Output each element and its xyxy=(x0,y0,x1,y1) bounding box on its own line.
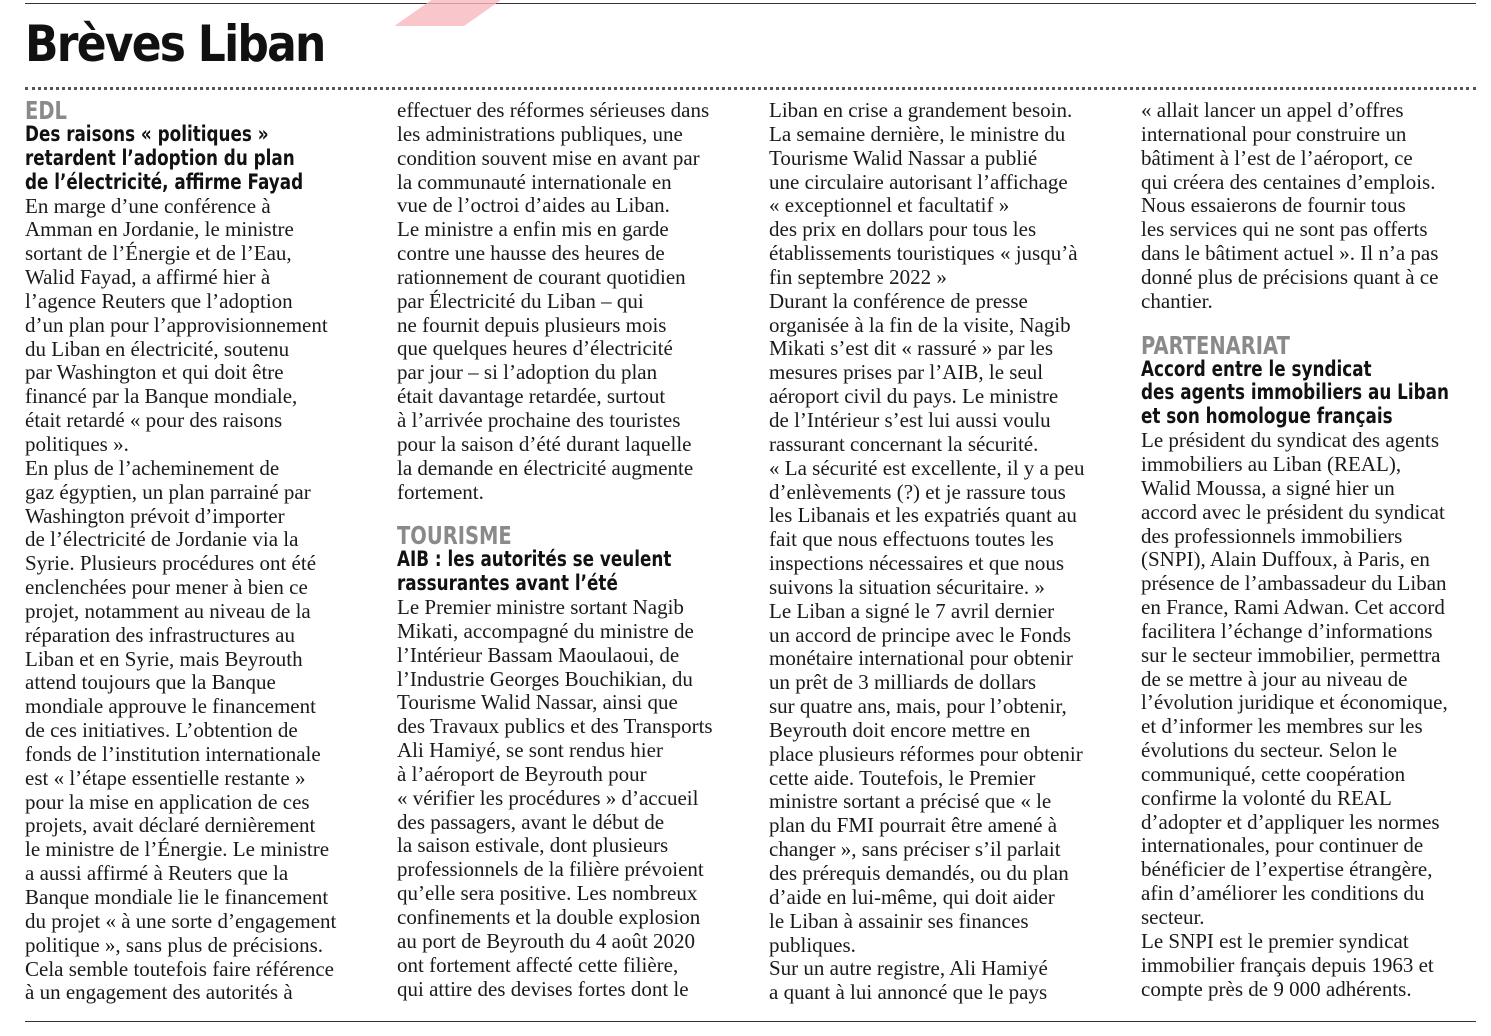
body-line: une circulaire autorisant l’affichage xyxy=(769,169,1068,194)
body-line: gaz égyptien, un plan parrainé par xyxy=(25,479,311,504)
body-line: pour la saison d’été durant laquelle xyxy=(397,431,692,456)
body-line: sur quatre ans, mais, pour l’obtenir, xyxy=(769,694,1067,719)
body-line: du Liban en électricité, soutenu xyxy=(25,336,290,361)
body-line: Walid Moussa, a signé hier un xyxy=(1141,475,1395,500)
body-line: Le Premier ministre sortant Nagib xyxy=(397,595,684,620)
body-line: évolutions du secteur. Selon le xyxy=(1141,738,1398,763)
body-line: confirme la volonté du REAL xyxy=(1141,785,1392,810)
body-line: attend toujours que la Banque xyxy=(25,670,276,695)
body-line: inspections nécessaires et que nous xyxy=(769,551,1065,576)
body-line: établissements touristiques « jusqu’à xyxy=(769,241,1078,266)
headline-line: des agents immobiliers au Liban xyxy=(1141,380,1449,405)
body-line: pour la mise en application de ces xyxy=(25,789,310,814)
body-line: En marge d’une conférence à xyxy=(25,193,271,218)
article-body xyxy=(769,99,1119,1005)
body-line: d’aide en lui-même, qui doit aider xyxy=(769,884,1055,909)
body-line: ministre sortant a précisé que « le xyxy=(769,789,1052,814)
body-line: aéroport civil du pays. Le ministre xyxy=(769,384,1059,409)
body-line: par Washington et qui doit être xyxy=(25,360,284,385)
body-line: communiqué, cette coopération xyxy=(1141,761,1406,786)
article-body xyxy=(1141,99,1486,314)
body-line: que quelques heures d’électricité xyxy=(397,336,673,361)
body-line: mondiale approuve le financement xyxy=(25,694,316,719)
body-line: par jour – si l’adoption du plan xyxy=(397,360,658,385)
body-line: place plusieurs réformes pour obtenir xyxy=(769,741,1083,766)
body-line: professionnels de la filière prévoient xyxy=(397,857,704,882)
body-line: fortement. xyxy=(397,479,484,504)
body-line: l’Intérieur Bassam Maoulaoui, de xyxy=(397,642,680,667)
body-line: les services qui ne sont pas offerts xyxy=(1141,217,1428,242)
body-line: (SNPI), Alain Duffoux, à Paris, en xyxy=(1141,547,1430,572)
body-line: Amman en Jordanie, le ministre xyxy=(25,217,294,242)
headline-tourisme xyxy=(397,548,677,596)
body-line: accord avec le président du syndicat xyxy=(1141,499,1445,524)
body-line: vue de l’octroi d’aides au Liban. xyxy=(397,193,670,218)
headline-edl xyxy=(25,123,305,195)
body-line: compte près de 9 000 adhérents. xyxy=(1141,976,1412,1001)
body-line: sur le secteur immobilier, permettra xyxy=(1141,642,1441,667)
article-body xyxy=(397,596,747,1001)
body-line: plan du FMI pourrait être amené à xyxy=(769,813,1058,838)
body-line: a quant à lui annoncé que le pays xyxy=(769,980,1048,1005)
body-line: rationnement de courant quotidien xyxy=(397,264,686,289)
headline-partenariat xyxy=(1141,356,1449,430)
body-line: Banque mondiale lie le financement xyxy=(25,885,329,909)
body-line: par Électricité du Liban – qui xyxy=(397,288,644,313)
rubric-edl: EDL xyxy=(25,99,67,125)
body-line: mesures prises par l’AIB, le seul xyxy=(769,360,1044,385)
body-line: effectuer des réformes sérieuses dans xyxy=(397,99,710,122)
body-line: l’évolution juridique et économique, xyxy=(1141,690,1448,715)
top-rule xyxy=(25,3,1476,4)
body-line: enclenchées pour mener à bien ce xyxy=(25,575,308,600)
body-line: des prix en dollars pour tous les xyxy=(769,217,1037,242)
body-line: ne fournit depuis plusieurs mois xyxy=(397,312,667,337)
body-line: Mikati s’est dit « rassuré » par les xyxy=(769,336,1054,361)
body-line: en France, Rami Adwan. Cet accord xyxy=(1141,595,1445,620)
column-4 xyxy=(1141,99,1486,1014)
body-line: « vérifier les procédures » d’accueil xyxy=(397,785,699,810)
body-line: de l’Intérieur s’est lui aussi voulu xyxy=(769,407,1051,432)
body-line: fin septembre 2022 » xyxy=(769,264,947,289)
body-line: Mikati, accompagné du ministre de xyxy=(397,618,694,643)
headline-line: Accord entre le syndicat xyxy=(1141,356,1372,381)
page-title: Brèves Liban xyxy=(25,15,325,73)
headline-line: AIB : les autorités se veulent xyxy=(397,547,672,572)
body-line: les administrations publiques, une xyxy=(397,121,683,146)
body-line: un accord de principe avec le Fonds xyxy=(769,622,1072,647)
body-line: Walid Fayad, a affirmé hier à xyxy=(25,265,271,290)
body-line: la communauté internationale en xyxy=(397,169,672,194)
body-line: a aussi affirmé à Reuters que la xyxy=(25,861,289,886)
body-line: est « l’étape essentielle restante » xyxy=(25,765,306,790)
column-3 xyxy=(769,99,1119,1014)
body-line: fait que nous effectuons toutes les xyxy=(769,527,1054,552)
body-line: donné plus de précisions quant à ce xyxy=(1141,264,1439,289)
body-line: était retardé « pour des raisons xyxy=(25,408,283,433)
body-line: confinements et la double explosion xyxy=(397,905,701,929)
body-line: organisée à la fin de la visite, Nagib xyxy=(769,312,1071,337)
body-line: politiques ». xyxy=(25,431,129,456)
body-line: un prêt de 3 milliards de dollars xyxy=(769,670,1037,695)
body-line: au port de Beyrouth du 4 août 2020 xyxy=(397,928,696,953)
body-line: qui attire des devises fortes dont le xyxy=(397,976,689,1001)
body-line: à l’arrivée prochaine des touristes xyxy=(397,407,681,432)
headline-line: de l’électricité, affirme Fayad xyxy=(25,169,304,194)
body-line: condition souvent mise en avant par xyxy=(397,145,700,170)
body-line: les Libanais et les expatriés quant au xyxy=(769,503,1077,528)
body-line: Liban en crise a grandement besoin. xyxy=(769,99,1073,122)
body-line: chantier. xyxy=(1141,288,1213,313)
body-line: publiques. xyxy=(769,932,856,957)
body-line: La semaine dernière, le ministre du xyxy=(769,121,1066,146)
body-line: projets, avait déclaré dernièrement xyxy=(25,813,316,838)
body-line: immobilier français depuis 1963 et xyxy=(1141,952,1434,977)
body-line: suivons la situation sécuritaire. » xyxy=(769,574,1045,599)
body-line: internationales, pour continuer de xyxy=(1141,833,1424,858)
body-line: Syrie. Plusieurs procédures ont été xyxy=(25,551,317,576)
body-line: la demande en électricité augmente xyxy=(397,455,694,480)
headline-line: retardent l’adoption du plan xyxy=(25,145,295,170)
body-line: Ali Hamiyé, se sont rendus hier xyxy=(397,738,663,763)
body-line: Cela semble toutefois faire référence xyxy=(25,956,335,981)
body-line: Tourisme Walid Nassar, ainsi que xyxy=(397,690,678,715)
headline-line: et son homologue français xyxy=(1141,404,1393,429)
body-line: Washington prévoit d’importer xyxy=(25,503,285,528)
body-line: Tourisme Walid Nassar a publié xyxy=(769,145,1038,170)
body-line: Nous essaierons de fournir tous xyxy=(1141,193,1406,218)
body-line: d’un plan pour l’approvisionnement xyxy=(25,312,328,337)
column-2 xyxy=(397,99,747,1014)
body-line: qu’elle sera positive. Les nombreux xyxy=(397,881,698,906)
body-line: Le ministre a enfin mis en garde xyxy=(397,217,669,242)
bottom-rule xyxy=(25,1021,1476,1022)
article-body xyxy=(1141,429,1486,1001)
body-line: En plus de l’acheminement de xyxy=(25,455,280,480)
body-line: « allait lancer un appel d’offres xyxy=(1141,99,1404,122)
body-line: cette aide. Toutefois, le Premier xyxy=(769,765,1036,790)
body-line: contre une hausse des heures de xyxy=(397,241,665,266)
body-line: à l’aéroport de Beyrouth pour xyxy=(397,761,647,786)
body-line: l’agence Reuters que l’adoption xyxy=(25,288,293,313)
body-line: sortant de l’Énergie et de l’Eau, xyxy=(25,241,292,266)
body-line: des Travaux publics et des Transports xyxy=(397,714,713,739)
body-line: bâtiment à l’est de l’aéroport, ce xyxy=(1141,145,1413,170)
body-line: fonds de l’institution internationale xyxy=(25,741,321,766)
body-line: Beyrouth doit encore mettre en xyxy=(769,717,1031,742)
body-line: Le président du syndicat des agents xyxy=(1141,428,1439,453)
body-line: le Liban à assainir ses finances xyxy=(769,908,1029,933)
body-line: des prérequis demandés, ou du plan xyxy=(769,861,1069,885)
body-line: monétaire international pour obtenir xyxy=(769,646,1073,671)
rubric-partenariat: PARTENARIAT xyxy=(1141,330,1290,360)
body-line: des passagers, avant le début de xyxy=(397,809,665,834)
body-line: Le SNPI est le premier syndicat xyxy=(1141,928,1409,953)
body-line: qui créera des centaines d’emplois. xyxy=(1141,169,1436,194)
body-line: financé par la Banque mondiale, xyxy=(25,384,298,409)
body-line: projet, notamment au niveau de la xyxy=(25,598,311,623)
body-line: Sur un autre registre, Ali Hamiyé xyxy=(769,956,1048,981)
body-line: Le Liban a signé le 7 avril dernier xyxy=(769,598,1055,623)
article-body xyxy=(25,195,375,1006)
rubric-tourisme: TOURISME xyxy=(397,521,512,551)
body-line: secteur. xyxy=(1141,905,1205,929)
headline-line: Des raisons « politiques » xyxy=(25,122,269,146)
article-body xyxy=(397,99,747,504)
body-line: d’adopter et d’appliquer les normes xyxy=(1141,809,1440,834)
body-line: bénéficier de l’expertise étrangère, xyxy=(1141,857,1433,882)
body-line: politique », sans plus de précisions. xyxy=(25,932,324,957)
body-line: ont fortement affecté cette filière, xyxy=(397,952,679,977)
body-line: de l’électricité de Jordanie via la xyxy=(25,527,299,552)
body-line: dans le bâtiment actuel ». Il n’a pas xyxy=(1141,241,1439,266)
body-line: international pour construire un xyxy=(1141,121,1407,146)
body-line: Durant la conférence de presse xyxy=(769,288,1028,313)
body-line: la saison estivale, dont plusieurs xyxy=(397,833,669,858)
body-line: « La sécurité est excellente, il y a peu xyxy=(769,455,1085,480)
body-line: de se mettre à jour au niveau de xyxy=(1141,666,1408,691)
body-line: l’Industrie Georges Bouchikian, du xyxy=(397,666,693,691)
body-line: réparation des infrastructures au xyxy=(25,622,295,647)
body-line: rassurant concernant la sécurité. xyxy=(769,431,1039,456)
body-line: facilitera l’échange d’informations xyxy=(1141,618,1433,643)
body-line: Liban et en Syrie, mais Beyrouth xyxy=(25,646,303,671)
body-line: « exceptionnel et facultatif » xyxy=(769,193,1010,218)
body-line: et d’informer les membres sur les xyxy=(1141,714,1423,739)
body-line: du projet « à une sorte d’engagement xyxy=(25,908,337,933)
body-line: de ces initiatives. L’obtention de xyxy=(25,718,298,743)
body-line: à un engagement des autorités à xyxy=(25,980,293,1005)
body-line: des professionnels immobiliers xyxy=(1141,523,1403,548)
body-line: était davantage retardée, surtout xyxy=(397,384,666,409)
body-line: présence de l’ambassadeur du Liban xyxy=(1141,571,1447,596)
body-line: immobiliers au Liban (REAL), xyxy=(1141,451,1402,476)
headline-line: rassurantes avant l’été xyxy=(397,571,618,596)
column-1 xyxy=(25,99,375,1014)
dotted-divider xyxy=(25,87,1476,90)
body-line: changer », sans préciser s’il parlait xyxy=(769,837,1061,862)
body-line: d’enlèvements (?) et je rassure tous xyxy=(769,479,1066,504)
body-line: le ministre de l’Énergie. Le ministre xyxy=(25,837,330,862)
body-line: afin d’améliorer les conditions du xyxy=(1141,881,1425,906)
